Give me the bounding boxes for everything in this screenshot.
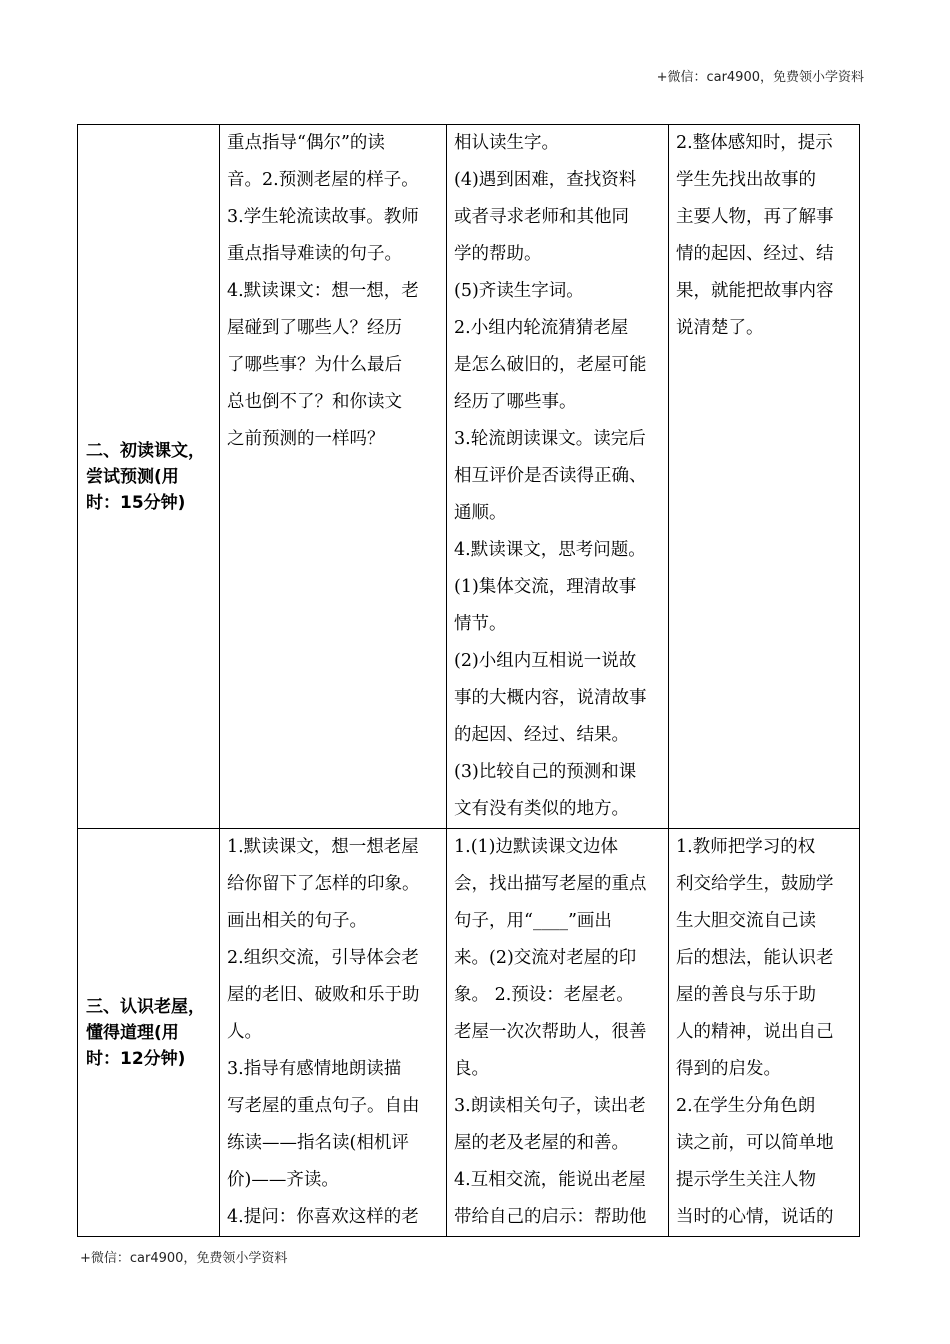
text-line: 屋的老旧、破败和乐于助 (227, 985, 420, 1005)
text-line: 2.整体感知时，提示 (676, 133, 833, 153)
stage-line: 三、认识老屋， (86, 996, 205, 1017)
text-line: 音。2.预测老屋的样子。 (227, 170, 419, 190)
text-line: 相认读生字。 (454, 133, 559, 153)
text-line: 屋碰到了哪些人？经历 (227, 318, 402, 338)
text-line: 给你留下了怎样的印象。 (227, 874, 420, 894)
text-line: 事的大概内容，说清故事 (454, 688, 647, 708)
text-line: 来。(2)交流对老屋的印 (454, 948, 637, 968)
text-line: 2.在学生分角色朗 (676, 1096, 816, 1116)
text-line: 良。 (454, 1059, 489, 1079)
text-line: 3.朗读相关句子，读出老 (454, 1096, 646, 1116)
text-line: 通顺。 (454, 503, 507, 523)
text-line: 读之前，可以简单地 (676, 1133, 834, 1153)
table-row-stage-3 (78, 829, 860, 1237)
text-line: 是怎么破旧的，老屋可能 (454, 355, 647, 375)
text-line: 屋的善良与乐于助 (676, 985, 816, 1005)
text-line: 老屋一次次帮助人，很善 (454, 1022, 647, 1042)
text-line: 1.默读课文，想一想老屋 (227, 837, 419, 857)
text-line: 当时的心情，说话的 (676, 1207, 834, 1227)
stage-line: 时：12分钟) (86, 1048, 186, 1069)
text-line: 人。 (227, 1022, 262, 1042)
text-line: 后的想法，能认识老 (676, 948, 834, 968)
text-line: 果，就能把故事内容 (676, 281, 834, 301)
text-line: 3.学生轮流读故事。教师 (227, 207, 419, 227)
text-line: 重点指导“偶尔”的读 (227, 133, 385, 153)
text-line: 情节。 (454, 614, 507, 634)
table-row-stage-2 (78, 125, 860, 829)
text-line: 3.指导有感情地朗读描 (227, 1059, 402, 1079)
text-line: (4)遇到困难，查找资料 (454, 170, 637, 190)
text-line: 4.默读课文，思考问题。 (454, 540, 646, 560)
teacher-activity-cell (220, 125, 447, 829)
stage-line: 二、初读课文， (86, 440, 205, 461)
text-line: 重点指导难读的句子。 (227, 244, 402, 264)
text-line: 3.轮流朗读课文。读完后 (454, 429, 646, 449)
text-line: 写老屋的重点句子。自由 (227, 1096, 420, 1116)
design-intent-cell (669, 829, 860, 1237)
text-line: 会，找出描写老屋的重点 (454, 874, 647, 894)
student-activity-cell (447, 829, 669, 1237)
text-line: 之前预测的一样吗？ (227, 429, 385, 449)
lesson-plan-table (77, 124, 860, 1237)
text-line: 利交给学生，鼓励学 (676, 874, 834, 894)
text-line: (5)齐读生字词。 (454, 281, 584, 301)
text-line: 学生先找出故事的 (676, 170, 816, 190)
text-line: 了哪些事？为什么最后 (227, 355, 402, 375)
text-line: 4.互相交流，能说出老屋 (454, 1170, 646, 1190)
text-line: (2)小组内互相说一说故 (454, 651, 637, 671)
text-line: 情的起因、经过、结 (676, 244, 834, 264)
text-line: 主要人物，再了解事 (676, 207, 834, 227)
text-line: 相互评价是否读得正确、 (454, 466, 647, 486)
text-line: 学的帮助。 (454, 244, 542, 264)
text-line: (3)比较自己的预测和课 (454, 762, 637, 782)
text-line: 象。 2.预设：老屋老。 (454, 985, 634, 1005)
header-watermark-note: +微信：car4900，免费领小学资料 (656, 70, 864, 85)
footer-watermark-note: +微信：car4900，免费领小学资料 (80, 1251, 288, 1266)
text-line: 总也倒不了？和你读文 (227, 392, 402, 412)
text-line: 得到的启发。 (676, 1059, 781, 1079)
text-line: 文有没有类似的地方。 (454, 799, 629, 819)
student-activity-cell (447, 125, 669, 829)
text-line: 2.组织交流，引导体会老 (227, 948, 419, 968)
text-line: 句子，用“____”画出 (454, 911, 612, 931)
text-line: 画出相关的句子。 (227, 911, 367, 931)
text-line: 的起因、经过、结果。 (454, 725, 629, 745)
text-line: 说清楚了。 (676, 318, 764, 338)
stage-cell (78, 125, 220, 829)
stage-line: 懂得道理(用 (86, 1022, 179, 1043)
stage-cell (78, 829, 220, 1237)
text-line: 练读——指名读(相机评 (227, 1133, 409, 1153)
text-line: (1)集体交流，理清故事 (454, 577, 637, 597)
text-line: 价)——齐读。 (227, 1170, 339, 1190)
text-line: 2.小组内轮流猜猜老屋 (454, 318, 629, 338)
text-line: 带给自己的启示：帮助他 (454, 1207, 647, 1227)
text-line: 1.(1)边默读课文边体 (454, 837, 618, 857)
text-line: 经历了哪些事。 (454, 392, 577, 412)
text-line: 人的精神，说出自己 (676, 1022, 834, 1042)
text-line: 提示学生关注人物 (676, 1170, 816, 1190)
text-line: 4.默读课文：想一想，老 (227, 281, 419, 301)
teacher-activity-cell (220, 829, 447, 1237)
text-line: 生大胆交流自己读 (676, 911, 816, 931)
design-intent-cell (669, 125, 860, 829)
text-line: 或者寻求老师和其他同 (454, 207, 629, 227)
stage-line: 尝试预测(用 (86, 466, 179, 487)
text-line: 屋的老及老屋的和善。 (454, 1133, 629, 1153)
stage-line: 时：15分钟) (86, 492, 186, 513)
text-line: 4.提问：你喜欢这样的老 (227, 1207, 419, 1227)
text-line: 1.教师把学习的权 (676, 837, 816, 857)
